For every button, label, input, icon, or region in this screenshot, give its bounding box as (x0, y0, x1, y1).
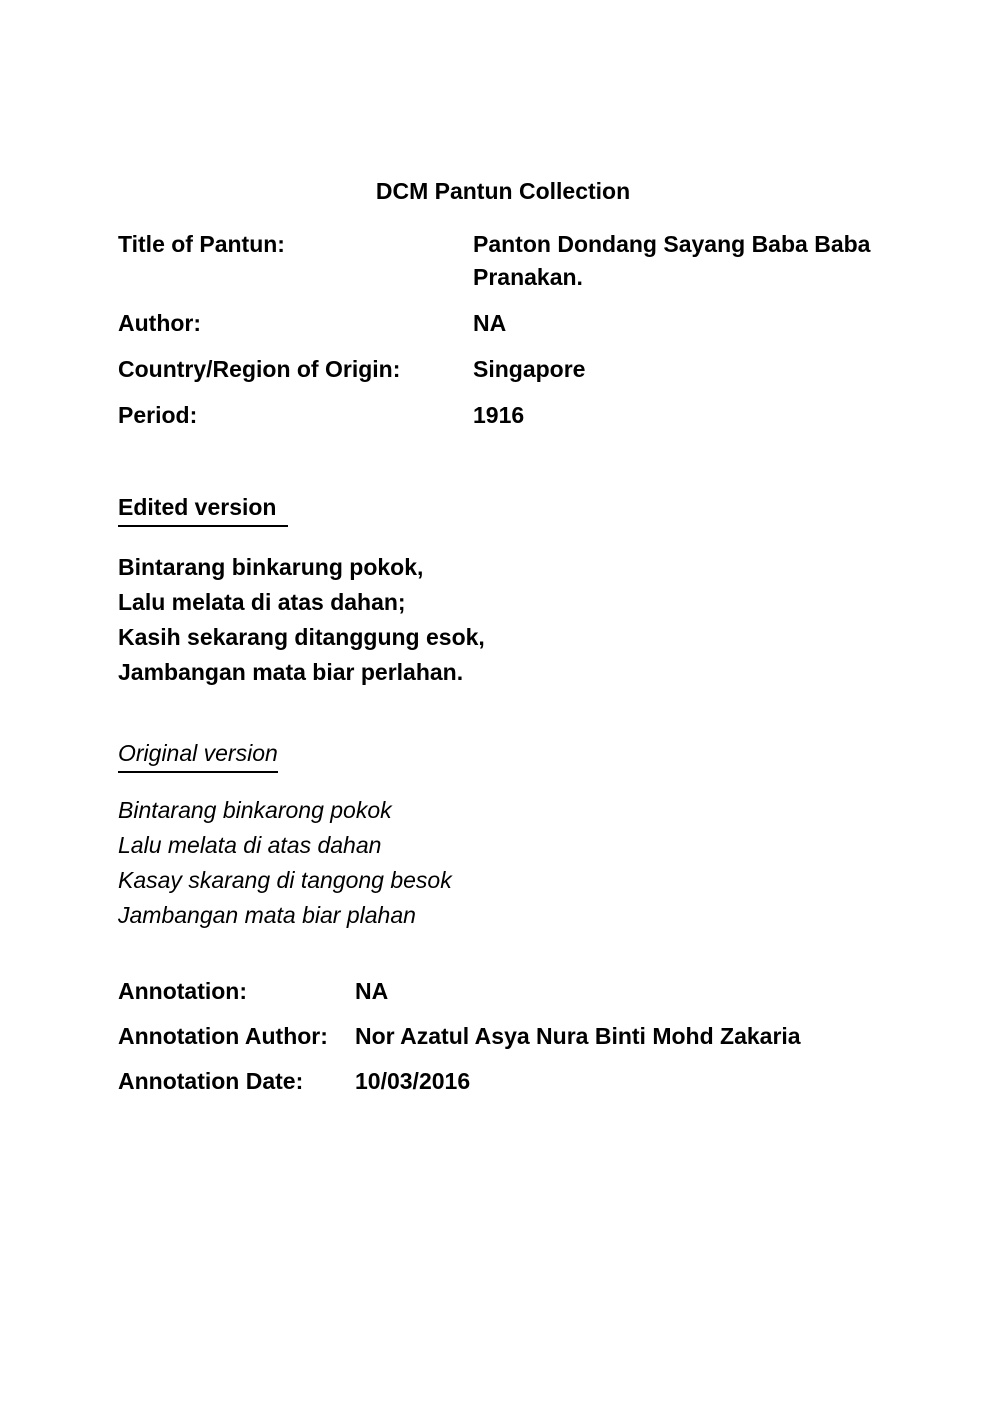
annotation-value: NA (355, 978, 389, 1004)
annotation-label: Annotation: (118, 978, 248, 1004)
annotation-row (118, 1020, 888, 1053)
metadata-label: Title of Pantun: (118, 231, 285, 257)
edited-version-heading (118, 491, 888, 527)
original-version-heading-text: Original version (118, 737, 278, 773)
metadata-row-title-of-pantun (118, 228, 888, 294)
metadata-label: Period: (118, 402, 198, 428)
metadata-value: NA (473, 310, 507, 336)
original-version-poem (118, 793, 888, 933)
annotation-row (118, 975, 888, 1008)
edited-version-poem (118, 550, 888, 690)
annotation-section (118, 975, 888, 1098)
metadata-row-period (118, 399, 888, 432)
annotation-label: Annotation Date: (118, 1068, 304, 1094)
annotation-row (118, 1065, 888, 1098)
metadata-label: Author: (118, 310, 202, 336)
edited-version-heading-text: Edited version (118, 491, 288, 527)
poem-line: Lalu melata di atas dahan; (118, 589, 406, 615)
original-version-heading (118, 737, 888, 773)
metadata-value: 1916 (473, 402, 525, 428)
metadata-value: Singapore (473, 356, 586, 382)
poem-line: Bintarang binkarung pokok, (118, 554, 424, 580)
poem-line: Bintarang binkarong pokok (118, 797, 392, 823)
poem-line: Jambangan mata biar plahan (118, 902, 416, 928)
annotation-value: 10/03/2016 (355, 1068, 471, 1094)
metadata-section (118, 228, 888, 432)
metadata-value: Panton Dondang Sayang Baba Baba Pranakan. (473, 231, 871, 290)
annotation-value: Nor Azatul Asya Nura Binti Mohd Zakaria (355, 1023, 801, 1049)
poem-line: Lalu melata di atas dahan (118, 832, 382, 858)
poem-line: Kasih sekarang ditanggung esok, (118, 624, 485, 650)
poem-line: Kasay skarang di tangong besok (118, 867, 452, 893)
metadata-row-country-region (118, 353, 888, 386)
metadata-row-author (118, 307, 888, 340)
poem-line: Jambangan mata biar perlahan. (118, 659, 464, 685)
document-title: DCM Pantun Collection (375, 178, 631, 204)
annotation-label: Annotation Author: (118, 1023, 328, 1049)
metadata-label: Country/Region of Origin: (118, 356, 401, 382)
